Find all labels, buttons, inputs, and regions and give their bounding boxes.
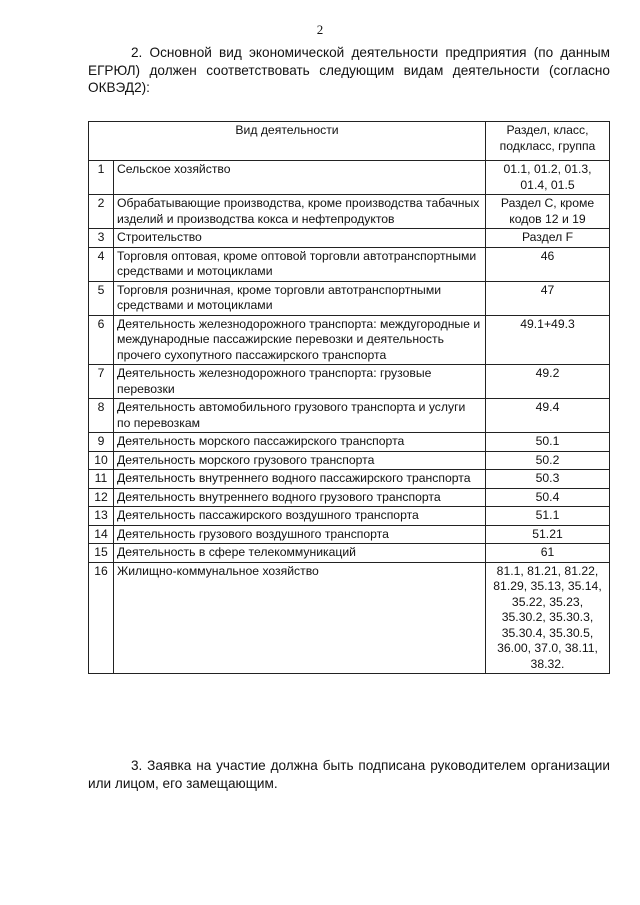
row-code: Раздел F [486, 229, 610, 248]
row-number: 13 [89, 507, 114, 526]
table-row [89, 544, 610, 563]
row-activity: Деятельность внутреннего водного грузового транспорта [114, 488, 486, 507]
row-number: 16 [89, 562, 114, 674]
row-activity: Строительство [114, 229, 486, 248]
row-code: 47 [486, 281, 610, 315]
row-number: 15 [89, 544, 114, 563]
row-number: 8 [89, 399, 114, 433]
table-row [89, 161, 610, 195]
row-number: 9 [89, 433, 114, 452]
row-code: 50.3 [486, 470, 610, 489]
table-row [89, 195, 610, 229]
table-row [89, 433, 610, 452]
row-number: 5 [89, 281, 114, 315]
row-code: Раздел C, кроме кодов 12 и 19 [486, 195, 610, 229]
table-row [89, 470, 610, 489]
row-number: 1 [89, 161, 114, 195]
row-activity: Деятельность морского грузового транспорта [114, 451, 486, 470]
row-activity: Сельское хозяйство [114, 161, 486, 195]
table-row [89, 525, 610, 544]
header-activity: Вид деятельности [89, 122, 486, 161]
row-activity: Торговля розничная, кроме торговли автотранспортными средствами и мотоциклами [114, 281, 486, 315]
table-row [89, 315, 610, 365]
row-code: 50.4 [486, 488, 610, 507]
row-activity: Жилищно-коммунальное хозяйство [114, 562, 486, 674]
row-activity: Деятельность автомобильного грузового транспорта и услуги по перевозкам [114, 399, 486, 433]
activities-table [88, 121, 610, 674]
row-number: 11 [89, 470, 114, 489]
table-row [89, 488, 610, 507]
row-code: 46 [486, 247, 610, 281]
row-code: 61 [486, 544, 610, 563]
table-row [89, 281, 610, 315]
table-row [89, 229, 610, 248]
table-row [89, 399, 610, 433]
row-activity: Деятельность железнодорожного транспорта: грузовые перевозки [114, 365, 486, 399]
row-code: 81.1, 81.21, 81.22, 81.29, 35.13, 35.14, 35.22, 35.23, 35.30.2, 35.30.3, 35.30.4, 35.30.5, 36.00, 37.0, 38.11, 38.32. [486, 562, 610, 674]
table-header-row [89, 122, 610, 161]
row-number: 12 [89, 488, 114, 507]
row-code: 49.2 [486, 365, 610, 399]
row-activity: Обрабатывающие производства, кроме производства табачных изделий и производства кокса и нефтепродуктов [114, 195, 486, 229]
paragraph-2: 2. Основной вид экономической деятельности предприятия (по данным ЕГРЮЛ) должен соответствовать следующим видам деятельности (согласно ОКВЭД2): [88, 45, 610, 95]
table-row [89, 451, 610, 470]
row-activity: Деятельность железнодорожного транспорта: междугородные и международные пассажирские перевозки и деятельность прочего сухопутного пассажирского транспорта [114, 315, 486, 365]
table-row [89, 247, 610, 281]
header-code: Раздел, класс, подкласс, группа [486, 122, 610, 161]
row-number: 4 [89, 247, 114, 281]
row-number: 3 [89, 229, 114, 248]
row-number: 2 [89, 195, 114, 229]
paragraph-3: 3. Заявка на участие должна быть подписана руководителем организации или лицом, его замещающим. [88, 758, 610, 791]
page-number: 2 [316, 22, 324, 37]
row-number: 7 [89, 365, 114, 399]
row-code: 49.1+49.3 [486, 315, 610, 365]
row-number: 6 [89, 315, 114, 365]
row-activity: Деятельность в сфере телекоммуникаций [114, 544, 486, 563]
table-row [89, 562, 610, 674]
row-activity: Торговля оптовая, кроме оптовой торговли автотранспортными средствами и мотоциклами [114, 247, 486, 281]
row-activity: Деятельность морского пассажирского транспорта [114, 433, 486, 452]
table-row [89, 365, 610, 399]
table-row [89, 507, 610, 526]
row-code: 51.1 [486, 507, 610, 526]
row-code: 01.1, 01.2, 01.3, 01.4, 01.5 [486, 161, 610, 195]
row-code: 49.4 [486, 399, 610, 433]
row-code: 51.21 [486, 525, 610, 544]
row-number: 10 [89, 451, 114, 470]
row-activity: Деятельность внутреннего водного пассажирского транспорта [114, 470, 486, 489]
row-activity: Деятельность пассажирского воздушного транспорта [114, 507, 486, 526]
row-number: 14 [89, 525, 114, 544]
row-activity: Деятельность грузового воздушного транспорта [114, 525, 486, 544]
row-code: 50.2 [486, 451, 610, 470]
row-code: 50.1 [486, 433, 610, 452]
